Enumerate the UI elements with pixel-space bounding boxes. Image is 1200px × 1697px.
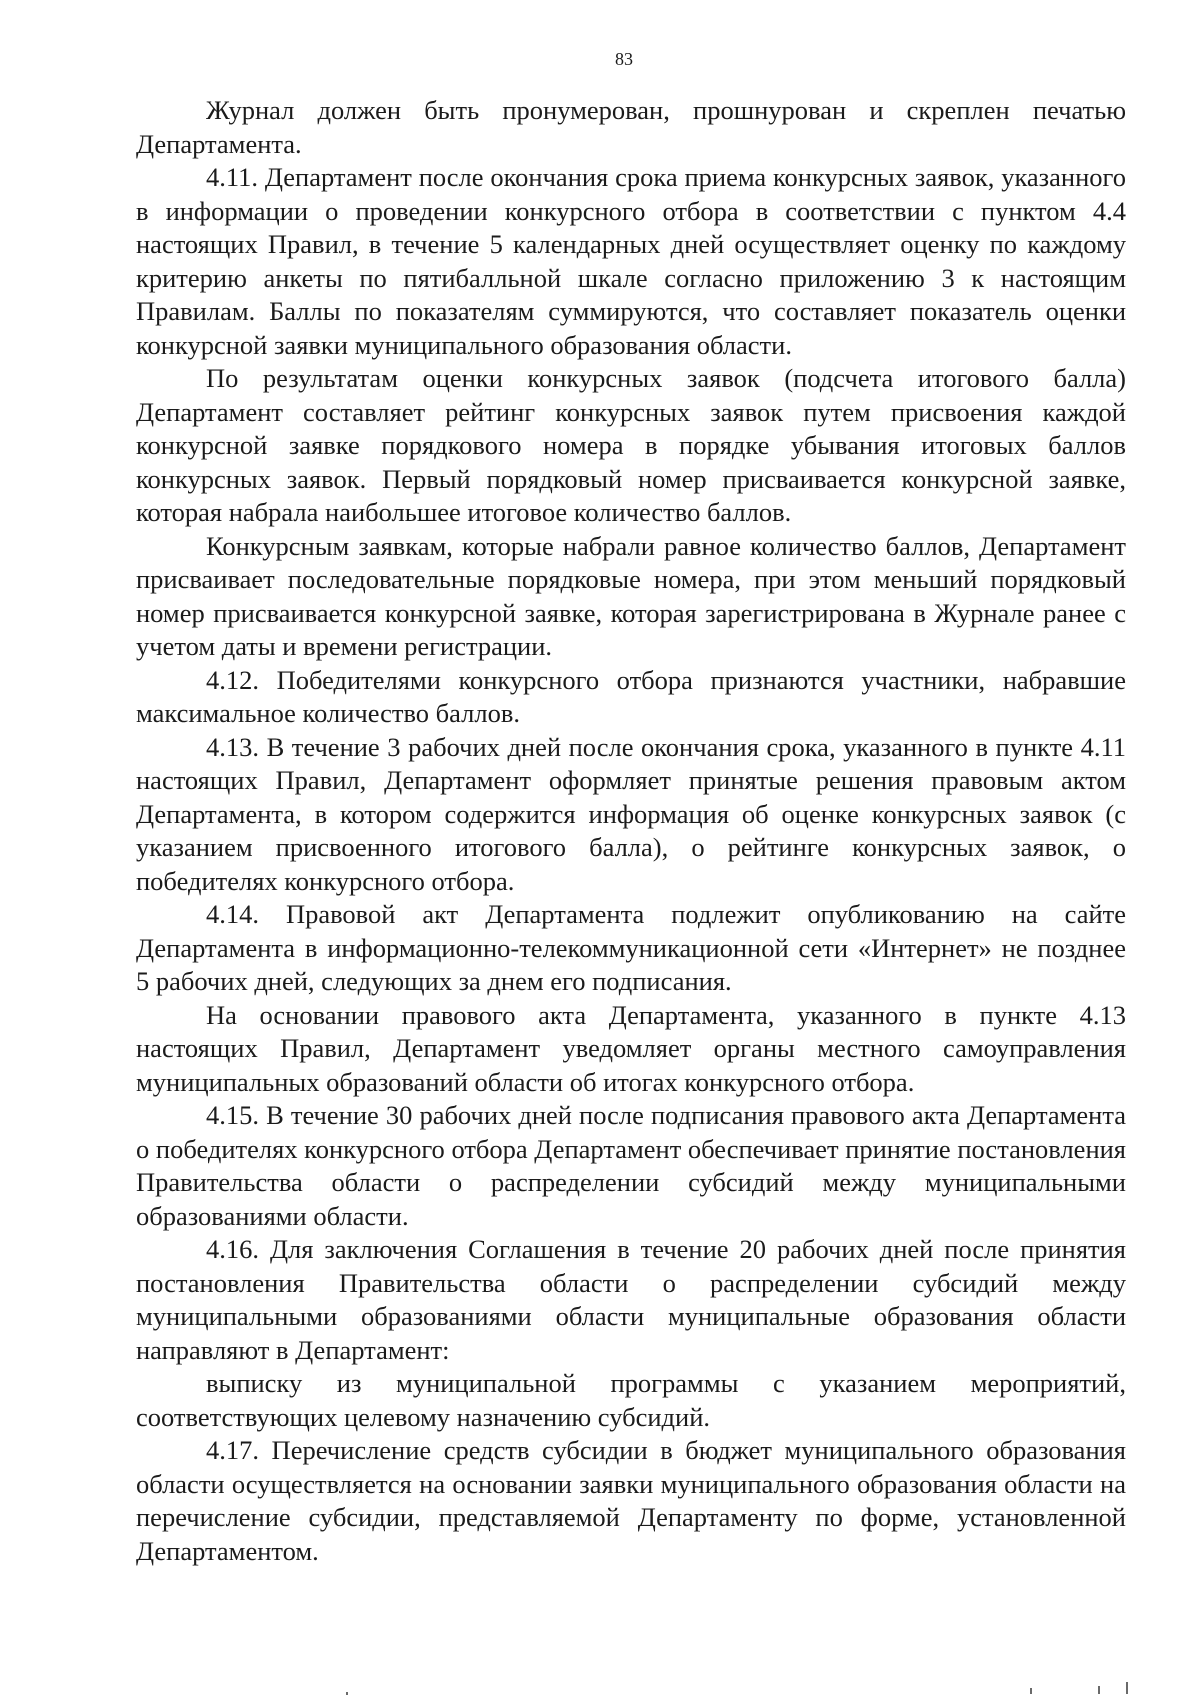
scan-artifact bbox=[1098, 1686, 1100, 1694]
scan-artifact bbox=[346, 1692, 348, 1695]
page-number: 83 bbox=[615, 49, 633, 69]
scan-artifact bbox=[1030, 1688, 1032, 1694]
paragraph-equal-scores: Конкурсным заявкам, которые набрали равное количество баллов, Департамент присваивает последовательные порядковые номера, при этом меньший порядковый номер присваивается конкурсной заявке, которая зарегистрирована в Журнале ранее с учетом даты и времени регистрации. bbox=[136, 530, 1126, 661]
paragraph-4-14: 4.14. Правовой акт Департамента подлежит опубликованию на сайте Департамента в информационно-телекоммуникационной сети «Интернет» не позднее 5 рабочих дней, следующих за днем его подписания. bbox=[136, 899, 1126, 996]
document-body bbox=[136, 94, 1126, 1568]
paragraph-4-17: 4.17. Перечисление средств субсидии в бюджет муниципального образования области осуществляется на основании заявки муниципального образования области на перечисление субсидии, представляемой Департаменту по форме, установленной Департаментом. bbox=[136, 1435, 1126, 1566]
paragraph-4-11: 4.11. Департамент после окончания срока приема конкурсных заявок, указанного в информации о проведении конкурсного отбора в соответствии с пунктом 4.4 настоящих Правил, в течение 5 календарных дней осуществляет оценку по каждому критерию анкеты по пятибалльной шкале согласно приложению 3 к настоящим Правилам. Баллы по показателям суммируются, что составляет показатель оценки конкурсной заявки муниципального образования области. bbox=[136, 162, 1126, 360]
paragraph-4-12: 4.12. Победителями конкурсного отбора признаются участники, набравшие максимальное количество баллов. bbox=[136, 664, 1126, 728]
paragraph-notification: На основании правового акта Департамента, указанного в пункте 4.13 настоящих Правил, Департамент уведомляет органы местного самоуправления муниципальных образований области об итогах конкурсного отбора. bbox=[136, 999, 1126, 1097]
paragraph-rating: По результатам оценки конкурсных заявок (подсчета итогового балла) Департамент составляет рейтинг конкурсных заявок путем присвоения каждой конкурсной заявке порядкового номера в порядке убывания итоговых баллов конкурсных заявок. Первый порядковый номер присваивается конкурсной заявке, которая набрала наибольшее итоговое количество баллов. bbox=[136, 363, 1126, 527]
paragraph-program-extract: выписку из муниципальной программы с указанием мероприятий, соответствующих целевому назначению субсидий. bbox=[136, 1368, 1126, 1432]
paragraph-4-16: 4.16. Для заключения Соглашения в течение 20 рабочих дней после принятия постановления Правительства области о распределении субсидий между муниципальными образованиями области муниципальные образования области направляют в Департамент: bbox=[136, 1234, 1126, 1365]
paragraph-journal-note: Журнал должен быть пронумерован, прошнурован и скреплен печатью Департамента. bbox=[136, 95, 1126, 159]
paragraph-4-15: 4.15. В течение 30 рабочих дней после подписания правового акта Департамента о победителях конкурсного отбора Департамент обеспечивает принятие постановления Правительства области о распределении субсидий между муниципальными образованиями области. bbox=[136, 1100, 1126, 1231]
paragraph-4-13: 4.13. В течение 3 рабочих дней после окончания срока, указанного в пункте 4.11 настоящих Правил, Департамент оформляет принятые решения правовым актом Департамента, в котором содержится информация об оценке конкурсных заявок (с указанием присвоенного итогового балла), о рейтинге конкурсных заявок, о победителях конкурсного отбора. bbox=[136, 731, 1126, 896]
scan-artifact bbox=[1126, 1682, 1128, 1694]
